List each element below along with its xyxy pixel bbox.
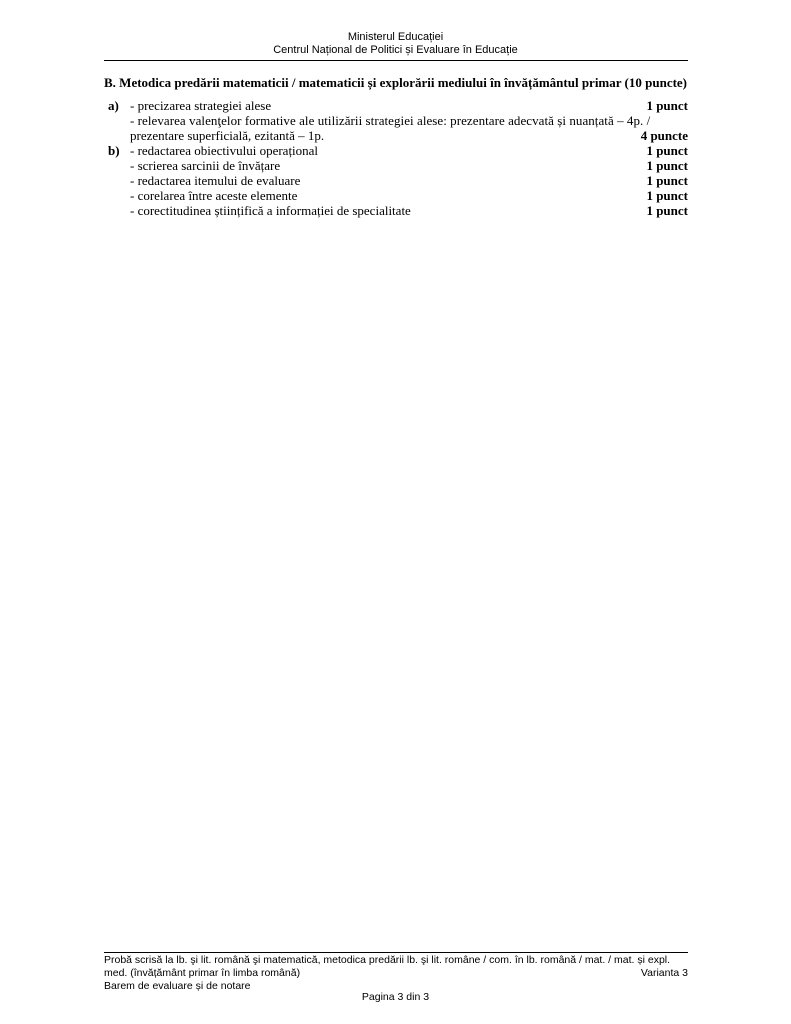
page-number: Pagina 3 din 3 (361, 991, 430, 1003)
item-text: - scrierea sarcinii de învățare (130, 158, 281, 173)
scoring-list (104, 98, 688, 218)
item-letter: a) (108, 98, 119, 113)
item-points: 1 punct (646, 203, 688, 218)
item-text: - relevarea valenţelor formative ale utilizării strategiei alese: prezentare adecvată și nuanțată – 4p. / (130, 113, 651, 128)
item-letter: b) (108, 143, 120, 158)
section-title: B. Metodica predării matematicii / matematicii și explorării mediului în învățământul primar (10 puncte) (104, 75, 688, 90)
footer-level: med. (învățământ primar în limba română) (104, 967, 301, 979)
item-text: prezentare superficială, ezitantă – 1p. (130, 128, 325, 143)
item-points: 1 punct (646, 173, 688, 188)
footer-exam-line: Probă scrisă la lb. şi lit. română şi matematică, metodica predării lb. şi lit. române / com. în lb. română / mat. / mat. și expl. (104, 954, 671, 966)
item-text: - redactarea obiectivului operațional (130, 143, 319, 158)
list-item (104, 188, 688, 203)
item-points: 1 punct (646, 158, 688, 173)
list-item (104, 158, 688, 173)
page-footer (104, 954, 688, 993)
item-text: - precizarea strategiei alese (130, 98, 272, 113)
list-item (104, 98, 688, 113)
header-divider (104, 60, 688, 61)
item-points: 1 punct (646, 98, 688, 113)
footer-variant: Varianta 3 (640, 967, 688, 979)
header-ministry: Ministerul Educației (347, 31, 444, 43)
page-header (0, 31, 791, 57)
header-center: Centrul Național de Politici și Evaluare în Educație (273, 44, 518, 56)
item-points: 1 punct (646, 143, 688, 158)
list-item (104, 128, 688, 143)
item-text: - redactarea itemului de evaluare (130, 173, 301, 188)
list-item (104, 113, 688, 128)
item-points: 1 punct (646, 188, 688, 203)
footer-doc-type: Barem de evaluare și de notare (104, 980, 251, 992)
footer-divider (104, 952, 688, 953)
item-text: - corectitudinea științifică a informației de specialitate (130, 203, 411, 218)
item-text: - corelarea între aceste elemente (130, 188, 298, 203)
list-item (104, 173, 688, 188)
footer-exam-line-2 (104, 967, 688, 980)
list-item (104, 203, 688, 218)
list-item (104, 143, 688, 158)
item-points: 4 puncte (640, 128, 688, 143)
